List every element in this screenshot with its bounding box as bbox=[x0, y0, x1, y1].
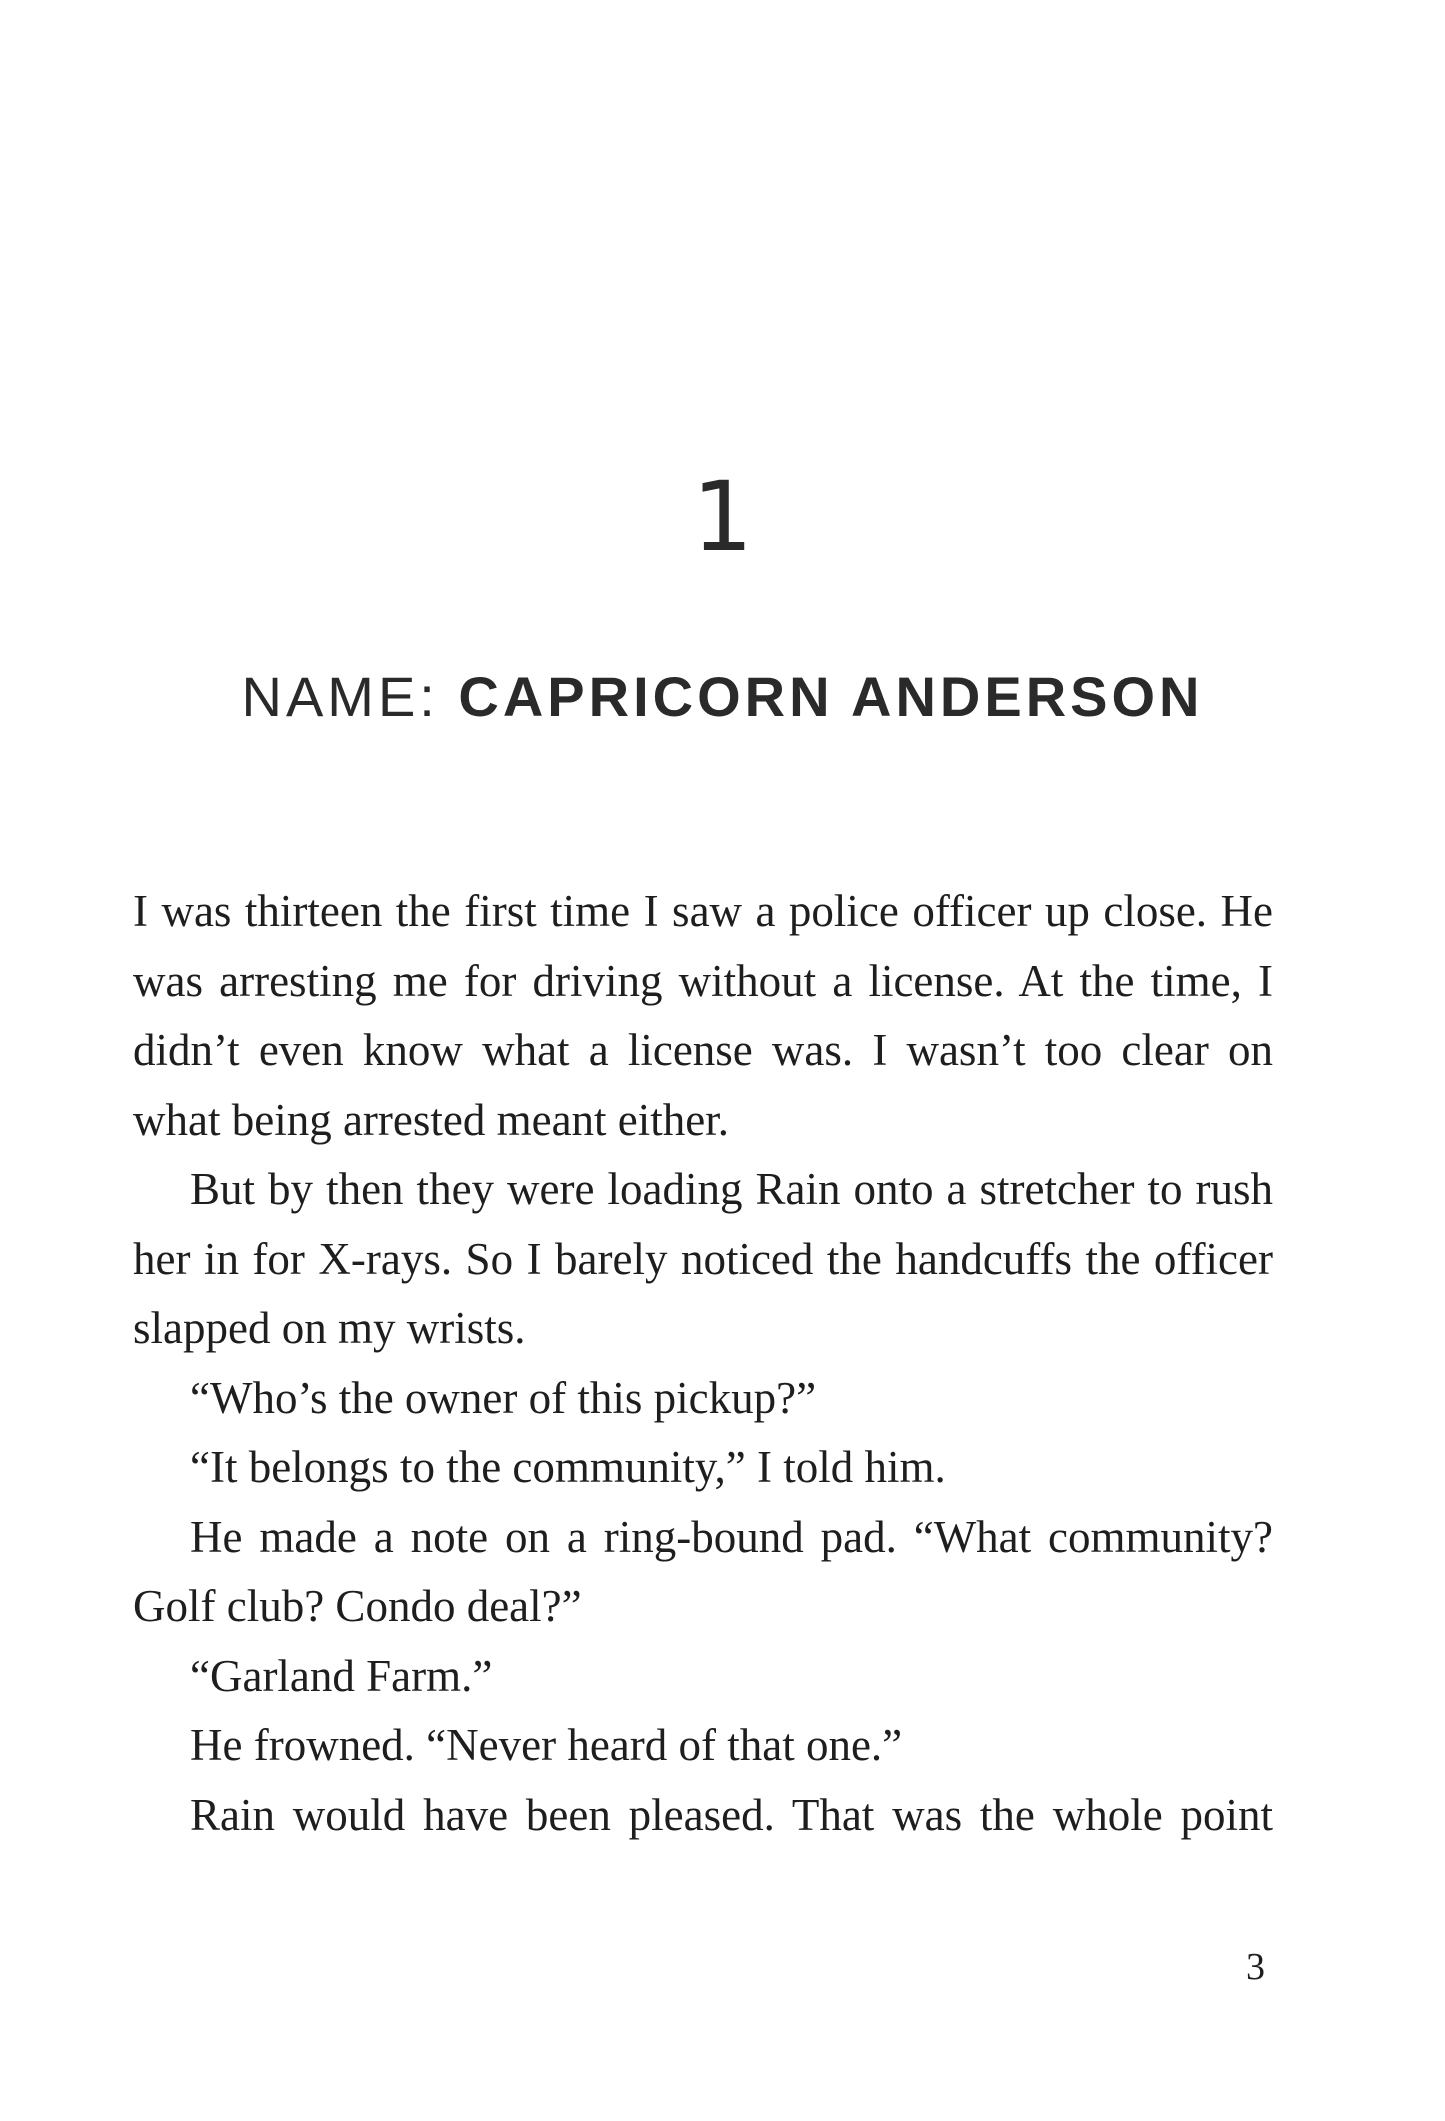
paragraph: “Who’s the owner of this pickup?” bbox=[190, 1372, 817, 1423]
paragraph: I was thirteen the first time I saw a police officer up close. He was arresting me for driving without a license. At the time, I didn’t even know what a license was. I wasn’t too clear on what being arrested meant either. bbox=[133, 886, 1273, 1145]
chapter-number: 1 bbox=[691, 461, 754, 573]
chapter-title bbox=[0, 662, 1445, 732]
paragraph: He frowned. “Never heard of that one.” bbox=[190, 1720, 903, 1770]
page-number: 3 bbox=[1246, 1946, 1265, 1988]
paragraph: But by then they were loading Rain onto a stretcher to rush her in for X-rays. So I barely noticed the handcuffs the officer slapped on my wrists. bbox=[133, 1164, 1273, 1353]
chapter-title-prefix: NAME: bbox=[241, 665, 439, 728]
paragraph: He made a note on a ring-bound pad. “What community? Golf club? Condo deal?” bbox=[133, 1511, 1273, 1631]
body-text bbox=[133, 877, 1273, 1850]
chapter-title-name: CAPRICORN ANDERSON bbox=[458, 665, 1204, 728]
paragraph: “Garland Farm.” bbox=[190, 1650, 493, 1701]
paragraph: Rain would have been pleased. That was the whole point bbox=[190, 1789, 1273, 1840]
paragraph: “It belongs to the community,” I told him. bbox=[190, 1442, 946, 1492]
